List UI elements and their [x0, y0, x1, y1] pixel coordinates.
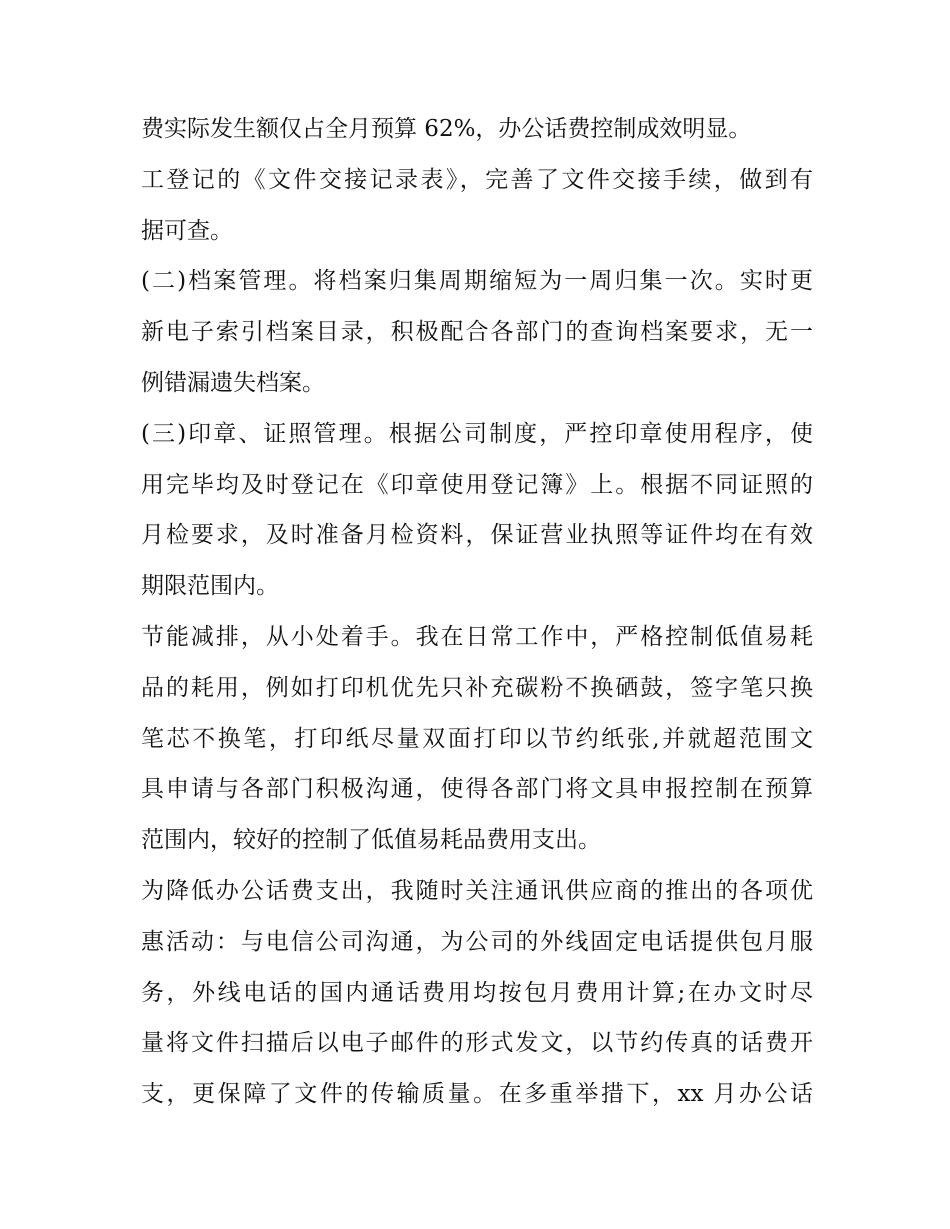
text-line: 费实际发生额仅占全月预算 62%，办公话费控制成效明显。	[141, 116, 752, 142]
text-line: 笔芯不换笔，打印纸尽量双面打印以节约纸张,并就超范围文	[141, 725, 813, 752]
text-line: 新电子索引档案目录，积极配合各部门的查询档案要求，无一	[141, 319, 813, 346]
text-line: 范围内，较好的控制了低值易耗品费用支出。	[141, 827, 601, 854]
text-line: 品的耗用，例如打印机优先只补充碳粉不换硒鼓，签字笔只换	[141, 674, 813, 701]
text-line: 用完毕均及时登记在《印章使用登记簿》上。根据不同证照的	[141, 471, 813, 498]
text-line: 据可查。	[141, 217, 233, 244]
text-line: 惠活动：与电信公司沟通，为公司的外线固定电话提供包月服	[141, 928, 813, 955]
text-line: 为降低办公话费支出，我随时关注通讯供应商的推出的各项优	[141, 877, 813, 904]
text-line: (三)印章、证照管理。根据公司制度，严控印章使用程序，使	[141, 420, 813, 447]
text-line: 务，外线电话的国内通话费用均按包月费用计算;在办文时尽	[141, 979, 813, 1006]
text-line: 月检要求，及时准备月检资料，保证营业执照等证件均在有效	[141, 522, 813, 549]
text-line: (二)档案管理。将档案归集周期缩短为一周归集一次。实时更	[141, 268, 813, 295]
text-line: 量将文件扫描后以电子邮件的形式发文，以节约传真的话费开	[141, 1030, 813, 1057]
text-line: 工登记的《文件交接记录表》，完善了文件交接手续，做到有	[141, 166, 813, 193]
document-body	[141, 104, 813, 1120]
text-line: 支，更保障了文件的传输质量。在多重举措下，xx 月办公话	[141, 1081, 813, 1108]
text-line: 例错漏遗失档案。	[141, 369, 325, 396]
text-line: 具申请与各部门积极沟通，使得各部门将文具申报控制在预算	[141, 776, 813, 803]
text-line: 期限范围内。	[141, 573, 279, 600]
text-line: 节能减排，从小处着手。我在日常工作中，严格控制低值易耗	[141, 623, 813, 650]
